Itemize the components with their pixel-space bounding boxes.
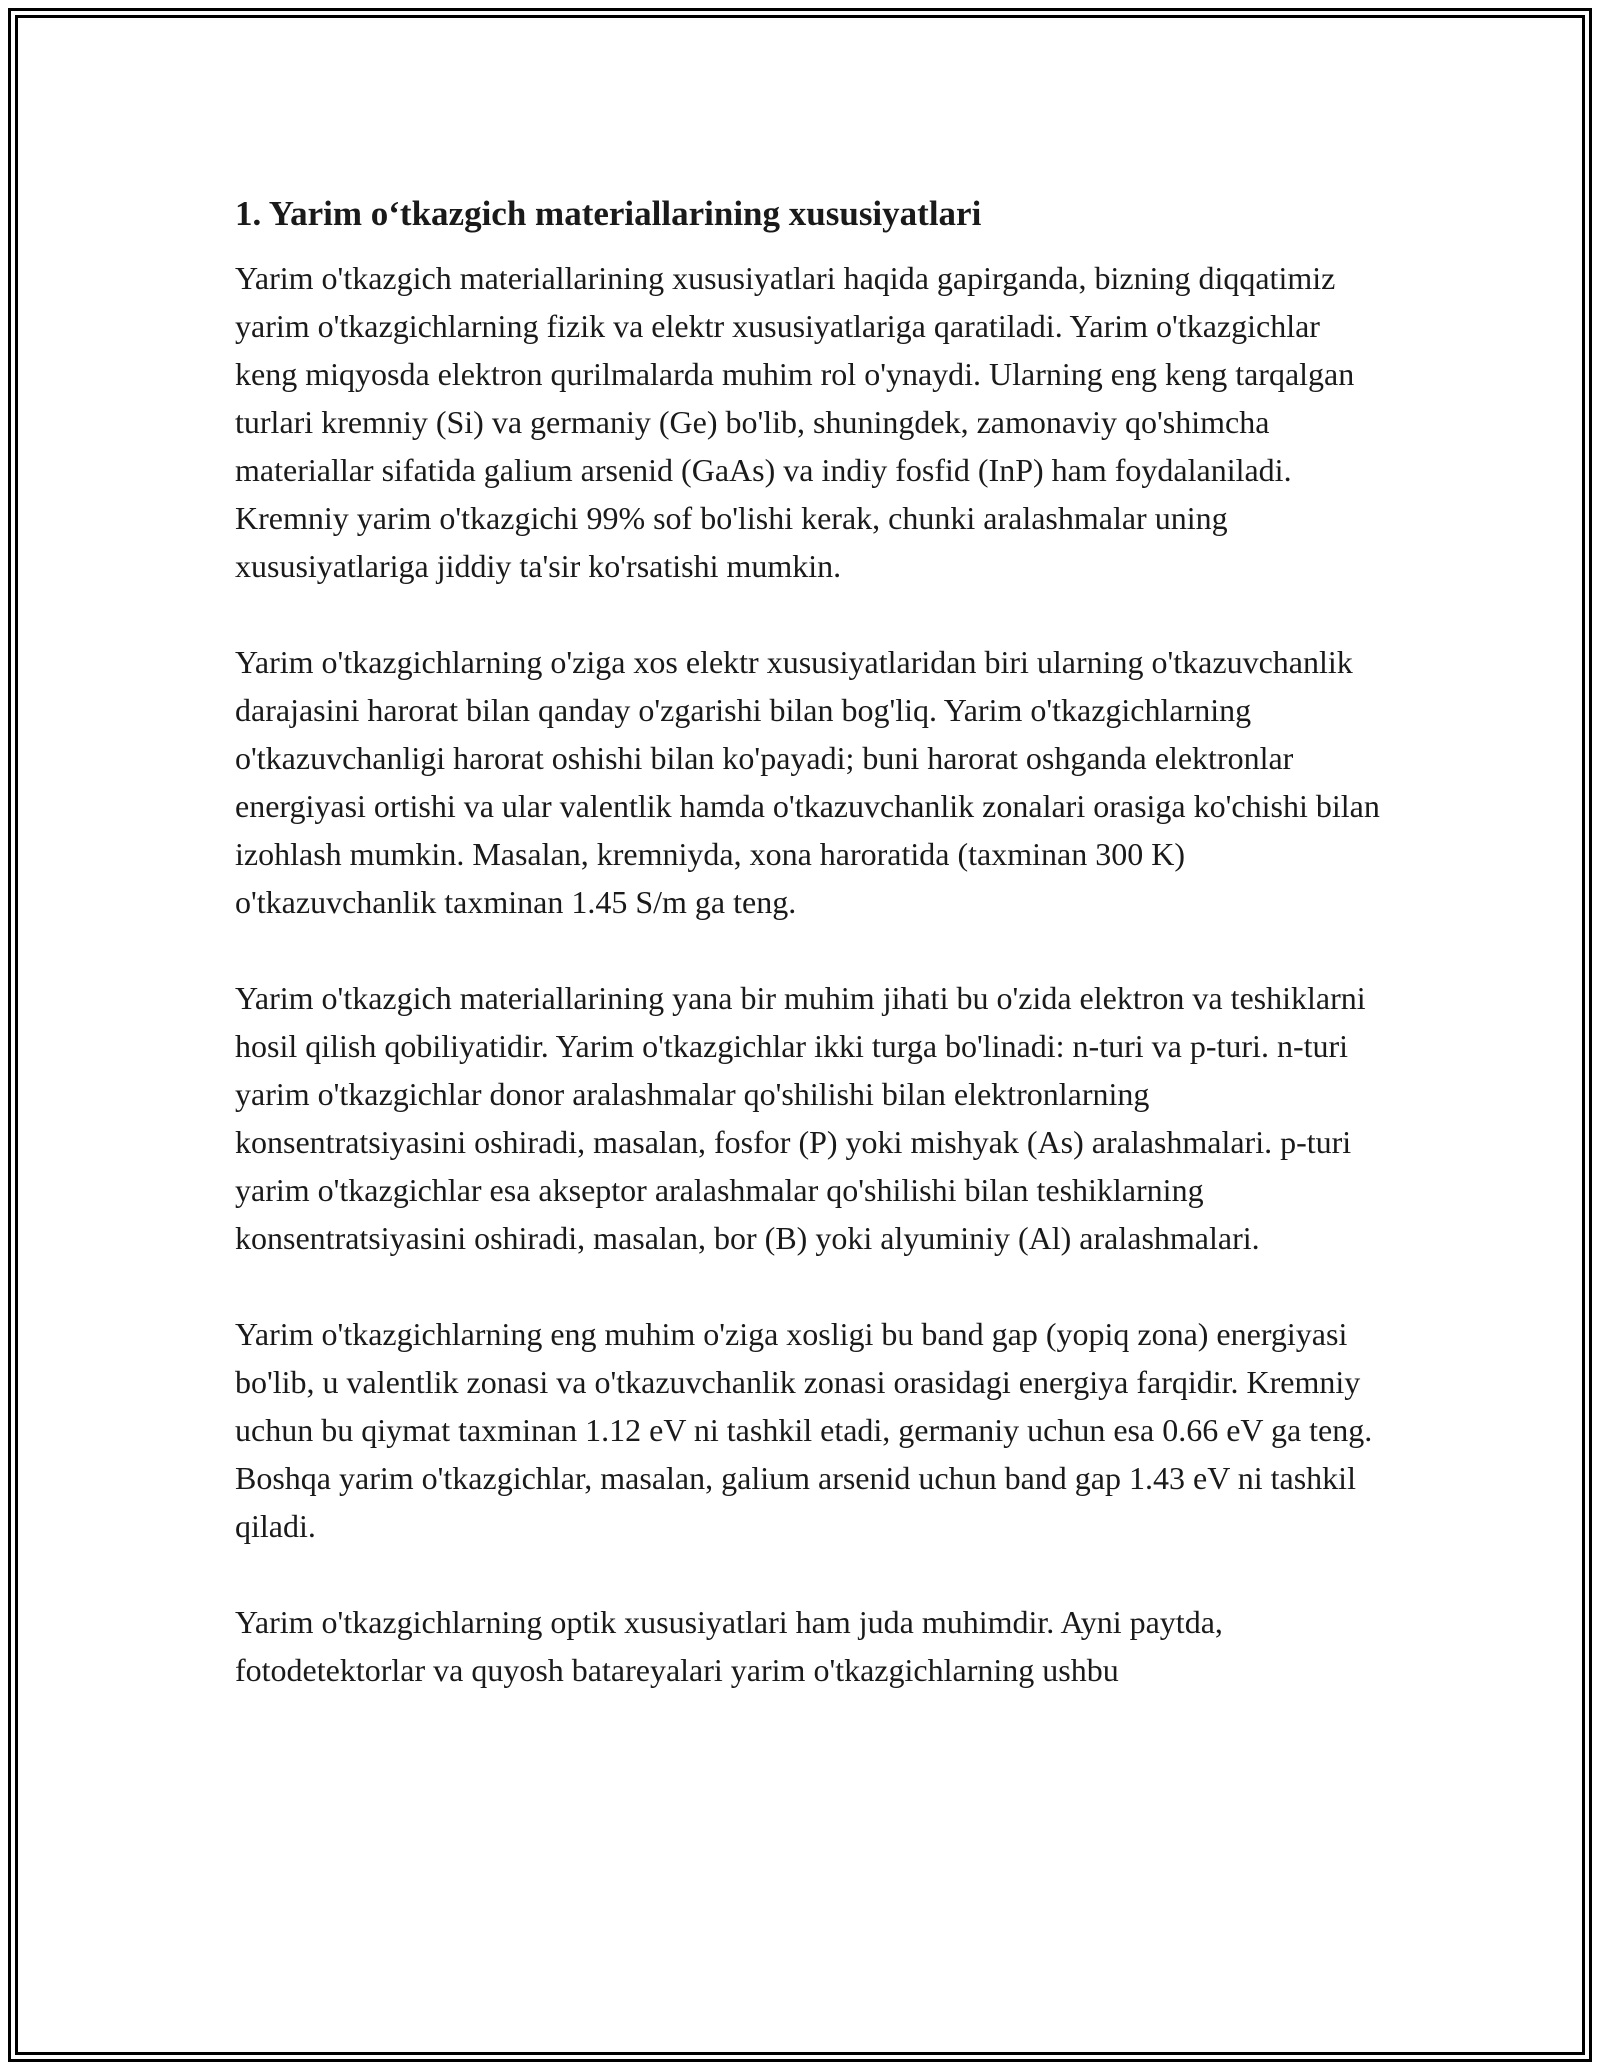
document-body <box>235 186 1385 1742</box>
paragraph-materials: Yarim o'tkazgich materiallarining xususiyatlari haqida gapirganda, bizning diqqatimiz yarim o'tkazgichlarning fizik va elektr xususiyatlariga qaratiladi. Yarim o'tkazgichlar keng miqyosda elektron qurilmalarda muhim rol o'ynaydi. Ularning eng keng tarqalgan turlari kremniy (Si) va germaniy (Ge) bo'lib, shuningdek, zamonaviy qo'shimcha materiallar sifatida galium arsenid (GaAs) va indiy fosfid (InP) ham foydalaniladi. Kremniy yarim o'tkazgichi 99% sof bo'lishi kerak, chunki aralashmalar uning xususiyatlariga jiddiy ta'sir ko'rsatishi mumkin. <box>235 260 1355 584</box>
paragraph-optical: Yarim o'tkazgichlarning optik xususiyatlari ham juda muhimdir. Ayni paytda, fotodetektorlar va quyosh batareyalari yarim o'tkazgichlarning ushbu <box>235 1604 1223 1688</box>
paragraph-conductivity: Yarim o'tkazgichlarning o'ziga xos elektr xususiyatlaridan biri ularning o'tkazuvchanlik darajasini harorat bilan qanday o'zgarishi bilan bog'liq. Yarim o'tkazgichlarning o'tkazuvchanligi harorat oshishi bilan ko'payadi; buni harorat oshganda elektronlar energiyasi ortishi va ular valentlik hamda o'tkazuvchanlik zonalari orasiga ko'chishi bilan izohlash mumkin. Masalan, kremniyda, xona haroratida (taxminan 300 K) o'tkazuvchanlik taxminan 1.45 S/m ga teng. <box>235 644 1380 920</box>
paragraph-band-gap: Yarim o'tkazgichlarning eng muhim o'ziga xosligi bu band gap (yopiq zona) energiyasi bo'lib, u valentlik zonasi va o'tkazuvchanlik zonasi orasidagi energiya farqidir. Kremniy uchun bu qiymat taxminan 1.12 eV ni tashkil etadi, germaniy uchun esa 0.66 eV ga teng. Boshqa yarim o'tkazgichlar, masalan, galium arsenid uchun band gap 1.43 eV ni tashkil qiladi. <box>235 1316 1373 1544</box>
section-title: 1. Yarim o‘tkazgich materiallarining xususiyatlari <box>235 194 982 233</box>
paragraph-carrier-types: Yarim o'tkazgich materiallarining yana bir muhim jihati bu o'zida elektron va teshiklarni hosil qilish qobiliyatidir. Yarim o'tkazgichlar ikki turga bo'linadi: n-turi va p-turi. n-turi yarim o'tkazgichlar donor aralashmalar qo'shilishi bilan elektronlarning konsentratsiyasini oshiradi, masalan, fosfor (P) yoki mishyak (As) aralashmalari. p-turi yarim o'tkazgichlar esa akseptor aralashmalar qo'shilishi bilan teshiklarning konsentratsiyasini oshiradi, masalan, bor (B) yoki alyuminiy (Al) aralashmalari. <box>235 980 1366 1256</box>
